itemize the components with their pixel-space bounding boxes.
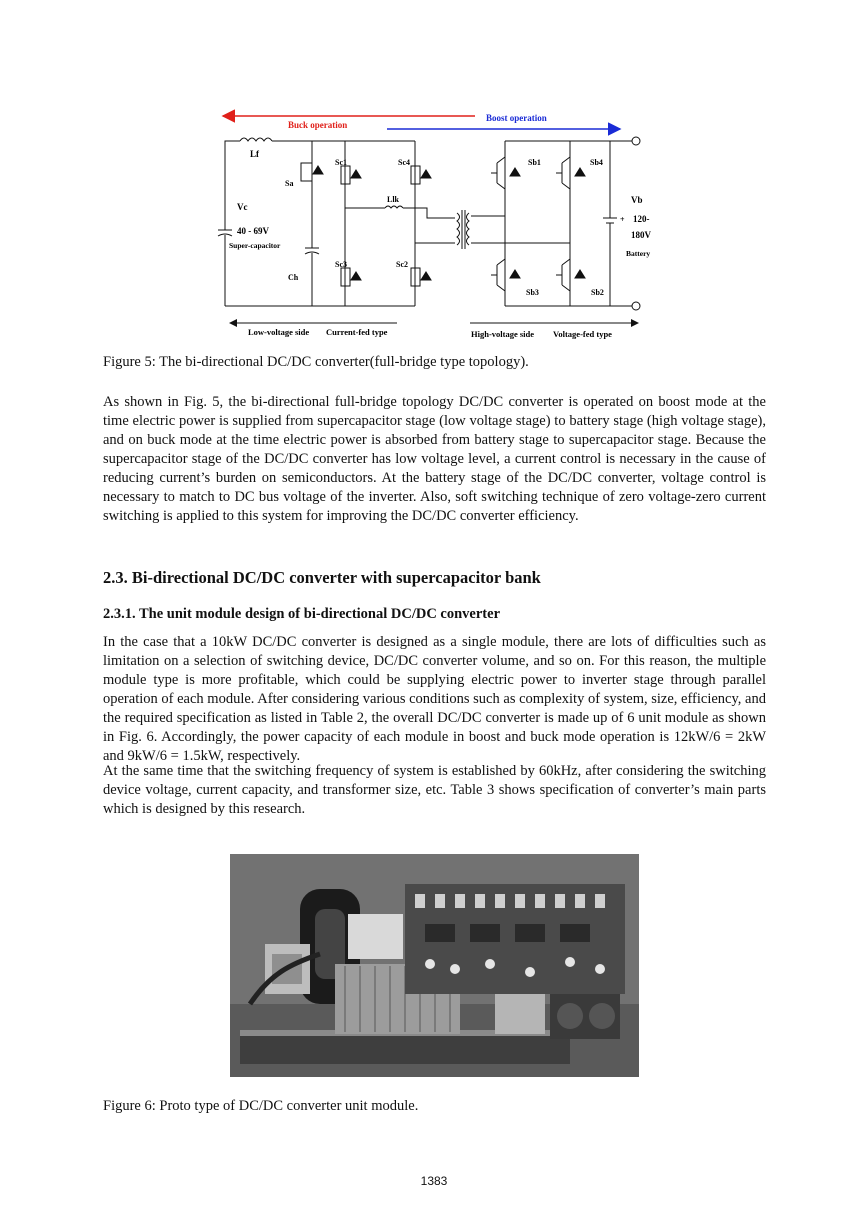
- sb1-label: Sb1: [528, 158, 541, 167]
- sc4-label: Sc4: [398, 158, 410, 167]
- battery-label: Battery: [626, 249, 651, 258]
- section-heading: 2.3. Bi-directional DC/DC converter with supercapacitor bank: [103, 568, 541, 587]
- paragraph-unit-module-design: In the case that a 10kW DC/DC converter is designed as a single module, there are lots of difficulties such as limitation on a selection of switching device, DC/DC converter volume, and so on. For this reason, the multiple module type is more profitable, which could be supplying electric power to inverter stage through parallel operation of each module. After considering various conditions such as complexity of system, size, efficiency, and the required specification as listed in Table 2, the overall DC/DC converter is made up of 6 unit module as shown in Fig. 6. Accordingly, the power capacity of each module in boost and buck mode operation is 12kW/6 = 2kW and 9kW/6 = 1.5kW, respectively.: [103, 634, 766, 764]
- subsection-heading: 2.3.1. The unit module design of bi-directional DC/DC converter: [103, 606, 501, 622]
- current-fed-type-label: Current-fed type: [326, 327, 388, 337]
- sa-label: Sa: [285, 179, 294, 188]
- vb-label: Vb: [631, 195, 643, 205]
- vc-range-label: 40 - 69V: [237, 226, 269, 236]
- sb4-label: Sb4: [590, 158, 603, 167]
- sc3-label: Sc3: [335, 260, 347, 269]
- vc-label: Vc: [237, 202, 248, 212]
- figure5-circuit-diagram: [215, 108, 651, 348]
- high-voltage-side-label: High-voltage side: [471, 329, 535, 339]
- vb-range-label-2: 180V: [631, 230, 651, 240]
- buck-operation-label: Buck operation: [288, 120, 348, 130]
- paragraph-switching-frequency: At the same time that the switching frequency of system is established by 60kHz, after considering the switching device voltage, current capacity, and transformer size, etc. Table 3 shows specification of converter’s main parts which is designed by this research.: [103, 763, 766, 817]
- sc2-label: Sc2: [396, 260, 408, 269]
- ch-label: Ch: [288, 273, 299, 282]
- figure5-caption: Figure 5: The bi-directional DC/DC converter(full-bridge type topology).: [103, 354, 529, 370]
- boost-operation-label: Boost operation: [486, 113, 547, 123]
- lf-label: Lf: [250, 149, 259, 159]
- voltage-fed-type-label: Voltage-fed type: [553, 329, 612, 339]
- page-number: 1383: [420, 1174, 448, 1188]
- plus-sign: +: [620, 215, 625, 224]
- sb3-label: Sb3: [526, 288, 539, 297]
- sc1-label: Sc1: [335, 158, 347, 167]
- vb-range-label-1: 120-: [633, 214, 650, 224]
- supercapacitor-label: Super-capacitor: [229, 241, 281, 250]
- llk-label: Llk: [387, 195, 400, 204]
- sb2-label: Sb2: [591, 288, 604, 297]
- figure6-prototype-photo: [230, 854, 639, 1077]
- figure6-caption: Figure 6: Proto type of DC/DC converter unit module.: [103, 1098, 419, 1114]
- low-voltage-side-label: Low-voltage side: [248, 327, 310, 337]
- paragraph-boost-buck-operation: As shown in Fig. 5, the bi-directional full-bridge topology DC/DC converter is operated on boost mode at the time electric power is supplied from supercapacitor stage (low voltage stage) to battery stage (high voltage stage), and on buck mode at the time electric power is absorbed from battery stage to supercapacitor stage. Because the supercapacitor stage of the DC/DC converter has low voltage level, a current control is necessary in the cause of reducing current’s burden on semiconductors. At the battery stage of the DC/DC converter, voltage control is necessary to match to DC bus voltage of the inverter. Also, soft switching technique of zero voltage-zero current switching is applied to this system for improving the DC/DC converter efficiency.: [103, 394, 766, 524]
